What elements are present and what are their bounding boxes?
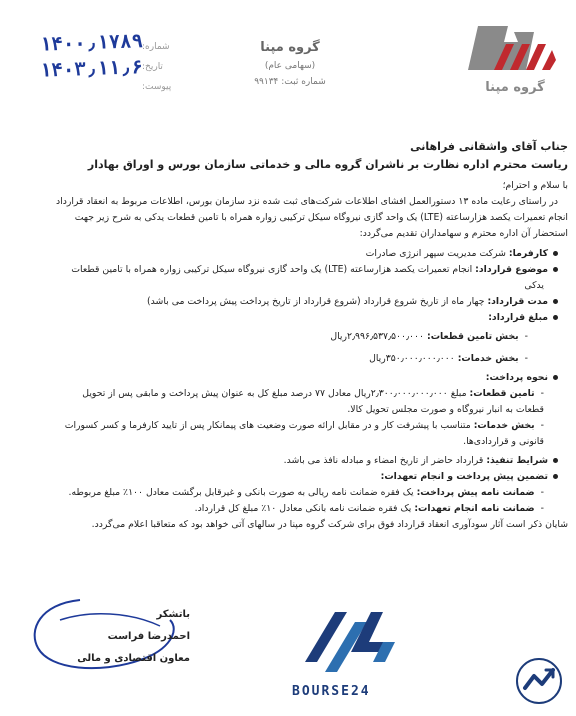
amount-row — [18, 310, 568, 326]
pay-services-value: متناسب با پیشرفت کار و در مقابل ارائه صورت وضعیت های پیمانکار پس از تایید کارفرما و کسر کسورات — [64, 420, 471, 431]
letter-header — [0, 0, 576, 112]
bullet-icon — [553, 299, 558, 304]
pay-parts-value-cont: قطعات به انبار نیروگاه و صورت مجلس تحویل کالا. — [347, 404, 544, 415]
subject-label: موضوع قرارداد: — [475, 264, 548, 275]
subject-row — [18, 262, 568, 278]
company-type: (سهامی عام) — [264, 61, 316, 71]
bullet-icon — [553, 251, 558, 256]
letter-body — [18, 138, 568, 533]
g2-value: یک فقره ضمانت نامه بانکی معادل ۱۰٪ مبلغ کل قرارداد. — [194, 503, 412, 514]
company-header — [225, 40, 355, 87]
terms-value: قرارداد حاضر از تاریخ امضاء و مبادله نافذ می باشد. — [283, 455, 484, 466]
intro-line-2: انجام تعمیرات یکصد هزارساعته (LTE) یک واحد گازی نیروگاه سیکل ترکیبی زواره همراه با تامین قطعات یدکی به شرح زیر جهت — [74, 212, 568, 223]
employer-label: کارفرما: — [508, 248, 548, 259]
g1-row: -ضمانت نامه پیش پرداخت: یک فقره ضمانت نامه ریالی به صورت بانکی و غیرقابل برگشت معادل ۱۰۰٪ مبلغ مربوطه. — [68, 487, 544, 498]
greeting: با سلام و احترام؛ — [502, 180, 568, 191]
attachment-label: پیوست: — [142, 82, 172, 92]
signature-block — [50, 604, 190, 670]
duration-value: چهار ماه از تاریخ شروع قرارداد (شروع قرارداد از تاریخ پرداخت پیش پرداخت می باشد) — [147, 296, 485, 307]
services-amount-row: -بخش خدمات: ۳۵۰٫۰۰۰٫۰۰۰٫۰۰۰ریال — [369, 353, 528, 364]
pay-parts-label: تامین قطعات: — [469, 388, 535, 399]
duration-label: مدت قرارداد: — [487, 296, 548, 307]
guarantee-label: تضمین پیش پرداخت و انجام تعهدات: — [380, 471, 548, 482]
bullet-icon — [553, 315, 558, 320]
g2-label: ضمانت نامه انجام تعهدات: — [414, 503, 535, 514]
terms-label: شرایط تنفیذ: — [486, 455, 548, 466]
subject-value-cont: یدکی — [524, 280, 544, 291]
g1-value: یک فقره ضمانت نامه ریالی به صورت بانکی و غیرقابل برگشت معادل ۱۰۰٪ مبلغ مربوطه. — [68, 487, 414, 498]
watermark-text: BOURSE24 — [292, 684, 371, 699]
logo-text: گروه مپنا — [485, 80, 545, 95]
g2-row: -ضمانت نامه انجام تعهدات: یک فقره ضمانت نامه بانکی معادل ۱۰٪ مبلغ کل قرارداد. — [194, 503, 544, 514]
employer-value: شرکت مدیریت سپهر انرژی صادرات — [365, 248, 506, 259]
bullet-icon — [553, 267, 558, 272]
addressee-line-2: ریاست محترم اداره نظارت بر ناشران گروه مالی و خدماتی سازمان بورس و اوراق بهادار — [87, 158, 568, 171]
bourse24-logo-icon — [295, 602, 405, 682]
services-label: بخش خدمات: — [457, 353, 519, 364]
terms-row — [18, 453, 568, 469]
guarantee-row — [18, 469, 568, 485]
pay-parts-row: -تامین قطعات: مبلغ ۲٫۳۰۰٫۰۰۰٫۰۰۰٫۰۰۰ریال معادل ۷۷ درصد مبلغ کل به عنوان پیش پرداخت و مابقی پس از تحویل — [82, 388, 544, 399]
duration-row — [18, 294, 568, 310]
subject-value: انجام تعمیرات یکصد هزارساعته (LTE) یک واحد گازی نیروگاه سیکل ترکیبی زواره همراه با تامین قطعات — [71, 264, 473, 275]
addressee-line-1: جناب آقای واشقانی فراهانی — [410, 140, 568, 153]
intro-line-3: استحضار آن اداره محترم و سهامداران تقدیم می‌گردد: — [359, 228, 568, 239]
company-name: گروه مپنا — [260, 40, 320, 55]
closing-line: شایان ذکر است آثار سودآوری انعقاد قرارداد فوق برای شرکت گروه مپنا در سالهای آتی خواهد بود که متعاقبا اعلام می‌گردد. — [91, 519, 568, 530]
signatory-name: احمدرضا فراست — [107, 631, 190, 642]
amount-label: مبلغ قرارداد: — [488, 312, 548, 323]
intro-line-1: در راستای رعایت ماده ۱۳ دستورالعمل افشای اطلاعات شرکت‌های ثبت شده نزد سازمان بورس، اطلاعات مربوط به انعقاد قرارداد — [55, 196, 558, 207]
employer-row — [18, 246, 568, 262]
handwritten-date: ۱۴۰۳٫۱۱٫۶ — [39, 56, 144, 82]
parts-label: بخش تامین قطعات: — [426, 331, 519, 342]
bourse24-badge-icon — [516, 658, 562, 704]
date-label: تاریخ: — [142, 62, 163, 72]
parts-value: ۲٫۹۹۶٫۵۳۷٫۵۰۰٫۰۰۰ریال — [330, 331, 425, 342]
signatory-title: معاون اقتصادی و مالی — [77, 653, 190, 664]
payment-label: نحوه پرداخت: — [485, 372, 548, 383]
bullet-icon — [553, 474, 558, 479]
pay-services-row: -بخش خدمات: متناسب با پیشرفت کار و در مقابل ارائه صورت وضعیت های پیمانکار پس از تایید کارفرما و کسر کسورات — [64, 420, 544, 431]
payment-row — [18, 370, 568, 386]
pay-services-label: بخش خدمات: — [473, 420, 535, 431]
bullet-icon — [553, 375, 558, 380]
parts-amount-row: -بخش تامین قطعات: ۲٫۹۹۶٫۵۳۷٫۵۰۰٫۰۰۰ریال — [330, 331, 528, 342]
signature-thanks: باتشکر — [156, 609, 190, 620]
pay-services-value-cont: قانونی و قراردادی‌ها. — [463, 436, 544, 447]
bullet-icon — [553, 458, 558, 463]
number-label: شماره: — [142, 42, 170, 52]
handwritten-number: ۱۴۰۰٫۱۷۸۹ — [39, 30, 144, 56]
registration-number: شماره ثبت: ۹۹۱۳۴ — [254, 77, 326, 87]
g1-label: ضمانت نامه پیش پرداخت: — [416, 487, 535, 498]
services-value: ۳۵۰٫۰۰۰٫۰۰۰٫۰۰۰ریال — [369, 353, 455, 364]
pay-parts-value: مبلغ ۲٫۳۰۰٫۰۰۰٫۰۰۰٫۰۰۰ریال معادل ۷۷ درصد مبلغ کل به عنوان پیش پرداخت و مابقی پس از تحویل — [82, 388, 467, 399]
